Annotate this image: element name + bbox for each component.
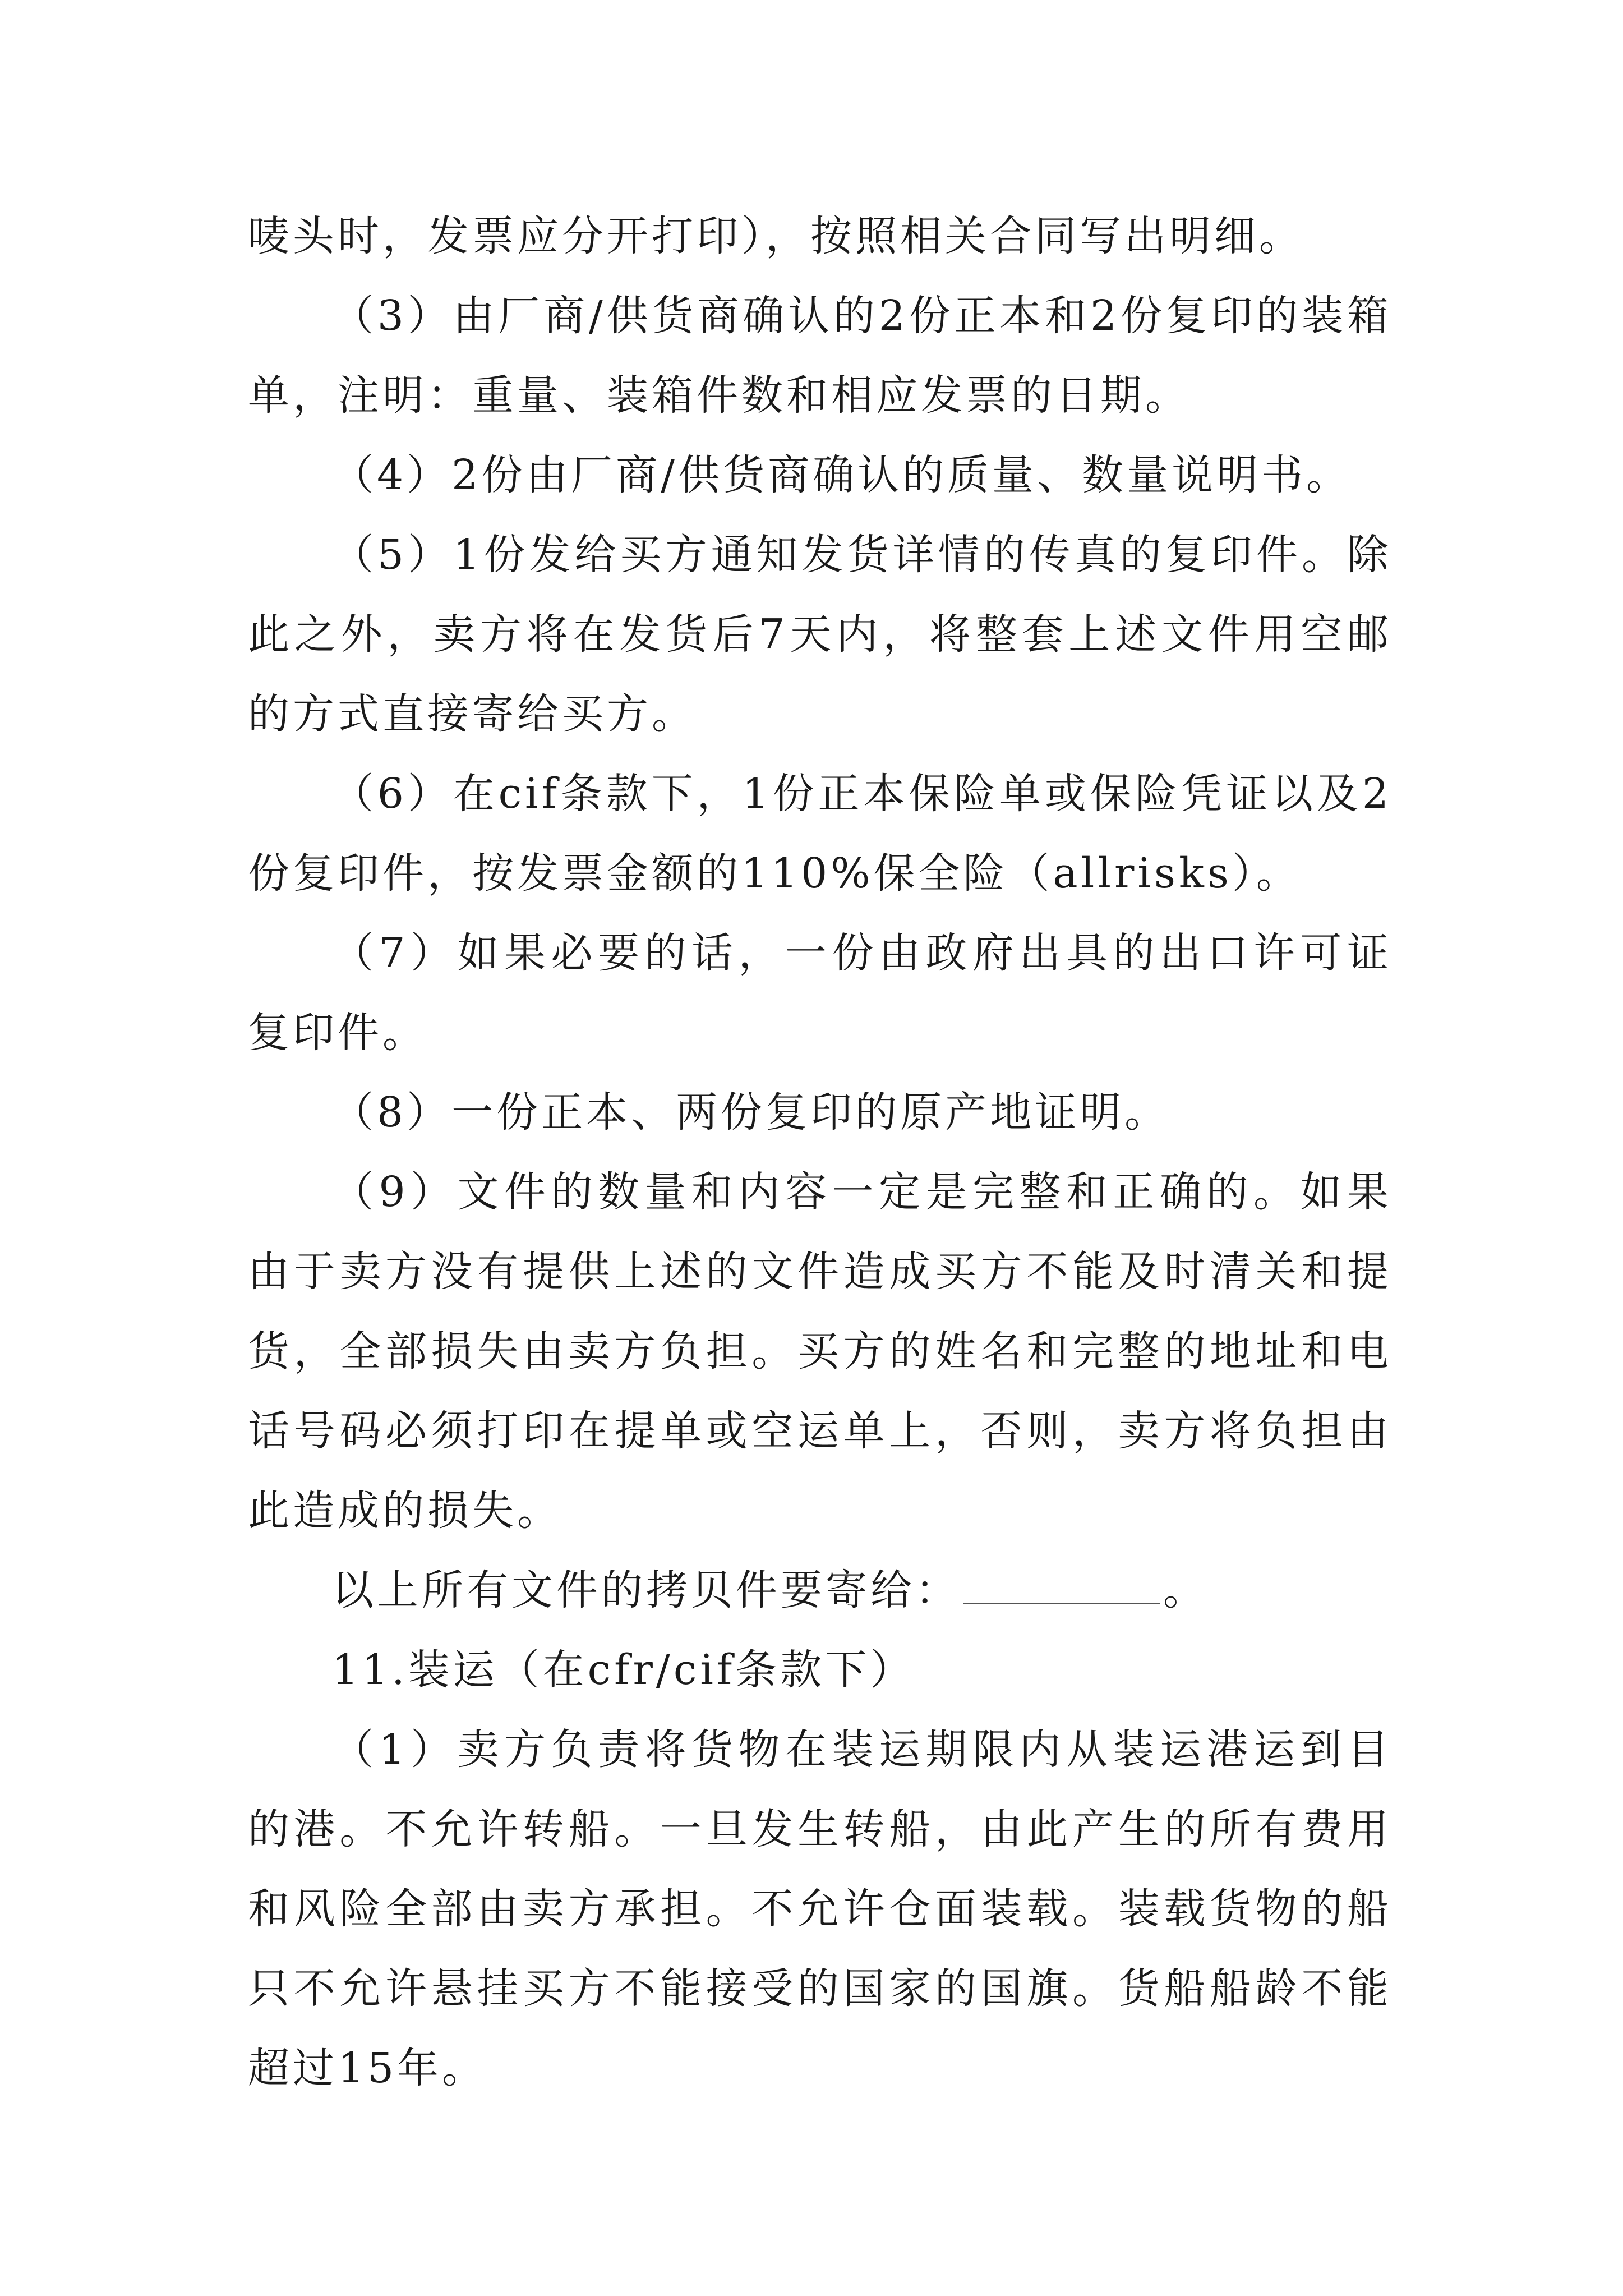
paragraph-continuation: 唛头时，发票应分开打印），按照相关合同写出明细。 [248, 212, 1304, 260]
paragraph-copies-recipient [248, 1550, 1392, 1630]
paragraph-export-license: （7）如果必要的话，一份由政府出具的出口许可证复印件。 [248, 929, 1392, 1057]
copies-line-text: 以上所有文件的拷贝件要寄给： [332, 1566, 960, 1614]
paragraph-origin-certificate: （8）一份正本、两份复印的原产地证明。 [332, 1088, 1170, 1137]
paragraph-insurance: （6）在cif条款下，1份正本保险单或保险凭证以及2份复印件，按发票金额的110%保全险（allrisks）。 [248, 770, 1392, 898]
document-body [248, 196, 1392, 2108]
paragraph-shipment-terms: （1）卖方负责将货物在装运期限内从装运港运到目的港。不允许转船。一旦发生转船，由此产生的所有费用和风险全部由卖方承担。不允许仓面装载。装载货物的船只不允许悬挂买方不能接受的国家的国旗。货船船龄不能超过15年。 [248, 1726, 1392, 2092]
paragraph-packing-list: （3）由厂商/供货商确认的2份正本和2份复印的装箱单，注明：重量、装箱件数和相应发票的日期。 [248, 292, 1392, 420]
copies-line-end: 。 [1163, 1566, 1208, 1614]
paragraph-fax-copy: （5）1份发给买方通知发货详情的传真的复印件。除此之外，卖方将在发货后7天内，将整套上述文件用空邮的方式直接寄给买方。 [248, 531, 1392, 738]
paragraph-document-accuracy: （9）文件的数量和内容一定是完整和正确的。如果由于卖方没有提供上述的文件造成买方不能及时清关和提货，全部损失由卖方负担。买方的姓名和完整的地址和电话号码必须打印在提单或空运单上，否则，卖方将负担由此造成的损失。 [248, 1168, 1392, 1535]
section-heading-shipment: 11.装运（在cfr/cif条款下） [332, 1646, 915, 1694]
recipient-blank-line [963, 1569, 1160, 1604]
paragraph-quality-certificate: （4）2份由厂商/供货商确认的质量、数量说明书。 [332, 451, 1352, 499]
